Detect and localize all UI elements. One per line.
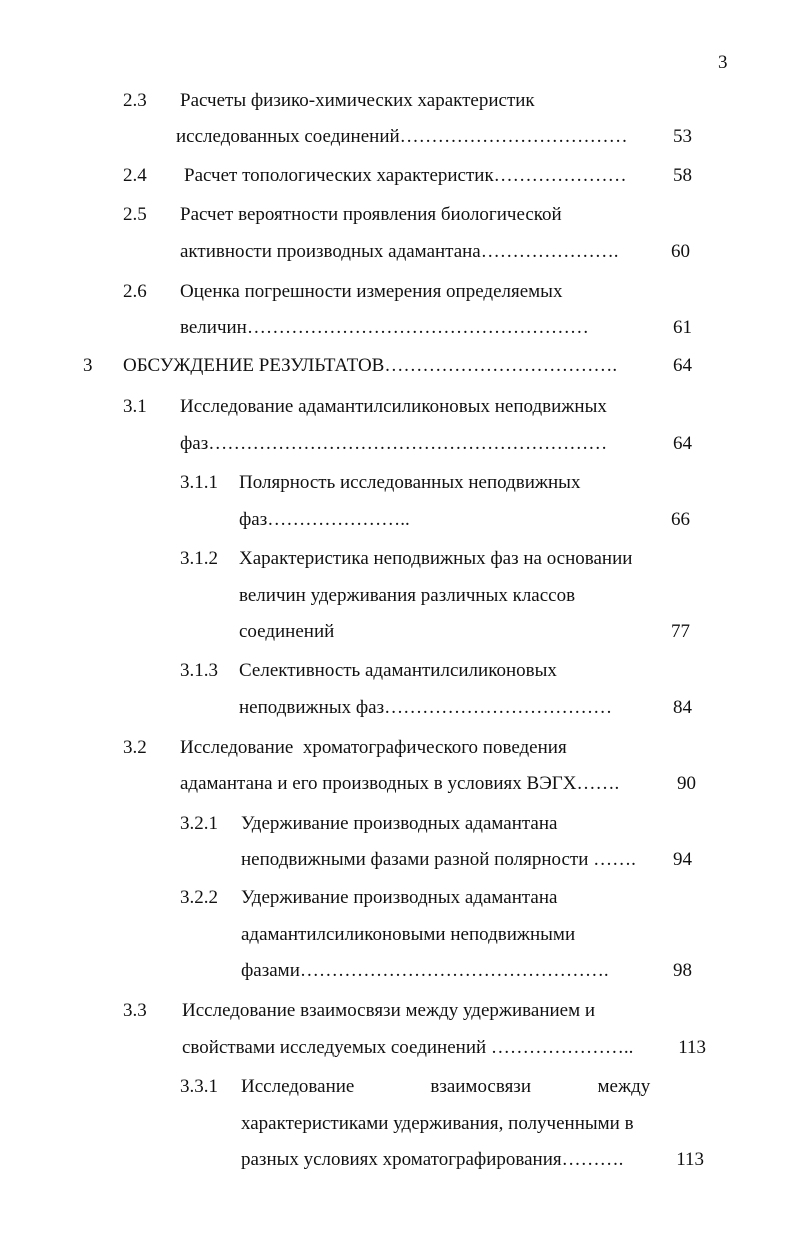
toc-number: 3.1 (123, 396, 147, 417)
toc-page: 60 (671, 241, 690, 262)
toc-number: 3.1.2 (180, 548, 218, 569)
toc-number: 3.1.3 (180, 660, 218, 681)
toc-title-line: ОБСУЖДЕНИЕ РЕЗУЛЬТАТОВ………………………………. (123, 355, 618, 376)
page-number: 3 (718, 52, 728, 73)
toc-title-line: исследованных соединений……………………………… (176, 126, 628, 147)
toc-title-line: соединений (239, 621, 335, 642)
toc-page: 90 (677, 773, 696, 794)
toc-title-line: Полярность исследованных неподвижных (239, 472, 581, 493)
toc-number: 2.3 (123, 90, 147, 111)
toc-page: 58 (673, 165, 692, 186)
toc-page: 113 (678, 1037, 706, 1058)
toc-title-line: фаз……………………………………………………… (180, 433, 608, 454)
toc-title-line: величин удерживания различных классов (239, 585, 576, 606)
toc-title-line: Оценка погрешности измерения определяемых (180, 281, 563, 302)
toc-page: 94 (673, 849, 692, 870)
toc-page: 66 (671, 509, 690, 530)
toc-page: 98 (673, 960, 692, 981)
toc-number: 2.6 (123, 281, 147, 302)
toc-page: 64 (673, 433, 692, 454)
toc-title-line: неподвижными фазами разной полярности ……. (241, 849, 636, 870)
toc-title-line: Исследование адамантилсиликоновых неподвижных (180, 396, 607, 417)
toc-title-line: активности производных адамантана…………………. (180, 241, 619, 262)
toc-title-line: Исследование взаимосвязи между (241, 1076, 651, 1097)
toc-title-line: адамантилсиликоновыми неподвижными (241, 924, 576, 945)
toc-page: 77 (671, 621, 690, 642)
toc-title-line: адамантана и его производных в условиях ВЭГХ……. (180, 773, 620, 794)
toc-title-line: Исследование взаимосвязи между удерживанием и (182, 1000, 596, 1021)
toc-title-line: Удерживание производных адамантана (241, 813, 558, 834)
toc-title-line: Расчет вероятности проявления биологической (180, 204, 562, 225)
toc-number: 3.2 (123, 737, 147, 758)
toc-number: 3 (83, 355, 93, 376)
toc-title-line: фазами…………………………………………. (241, 960, 609, 981)
toc-title-line: Расчет топологических характеристик………………… (184, 165, 627, 186)
toc-page: 53 (673, 126, 692, 147)
toc-number: 2.5 (123, 204, 147, 225)
toc-number: 3.3 (123, 1000, 147, 1021)
toc-title-line: фаз………………….. (239, 509, 410, 530)
toc-title-line: неподвижных фаз……………………………… (239, 697, 613, 718)
toc-title-line: Исследование хроматографического поведения (180, 737, 567, 758)
toc-number: 3.3.1 (180, 1076, 218, 1097)
toc-title-line: характеристиками удерживания, полученными в (241, 1113, 634, 1134)
toc-page: 113 (676, 1149, 704, 1170)
toc-number: 3.1.1 (180, 472, 218, 493)
toc-title-line: Селективность адамантилсиликоновых (239, 660, 557, 681)
toc-title-line: разных условиях хроматографирования………. (241, 1149, 624, 1170)
toc-title-line: Удерживание производных адамантана (241, 887, 558, 908)
toc-page: 64 (673, 355, 692, 376)
toc-page: 61 (673, 317, 692, 338)
toc-number: 3.2.2 (180, 887, 218, 908)
toc-title-line: Характеристика неподвижных фаз на основании (239, 548, 633, 569)
toc-page: 84 (673, 697, 692, 718)
toc-title-line: свойствами исследуемых соединений ………………….. (182, 1037, 634, 1058)
toc-title-line: величин……………………………………………… (180, 317, 589, 338)
toc-number: 2.4 (123, 165, 147, 186)
toc-title-line: Расчеты физико-химических характеристик (180, 90, 535, 111)
toc-number: 3.2.1 (180, 813, 218, 834)
